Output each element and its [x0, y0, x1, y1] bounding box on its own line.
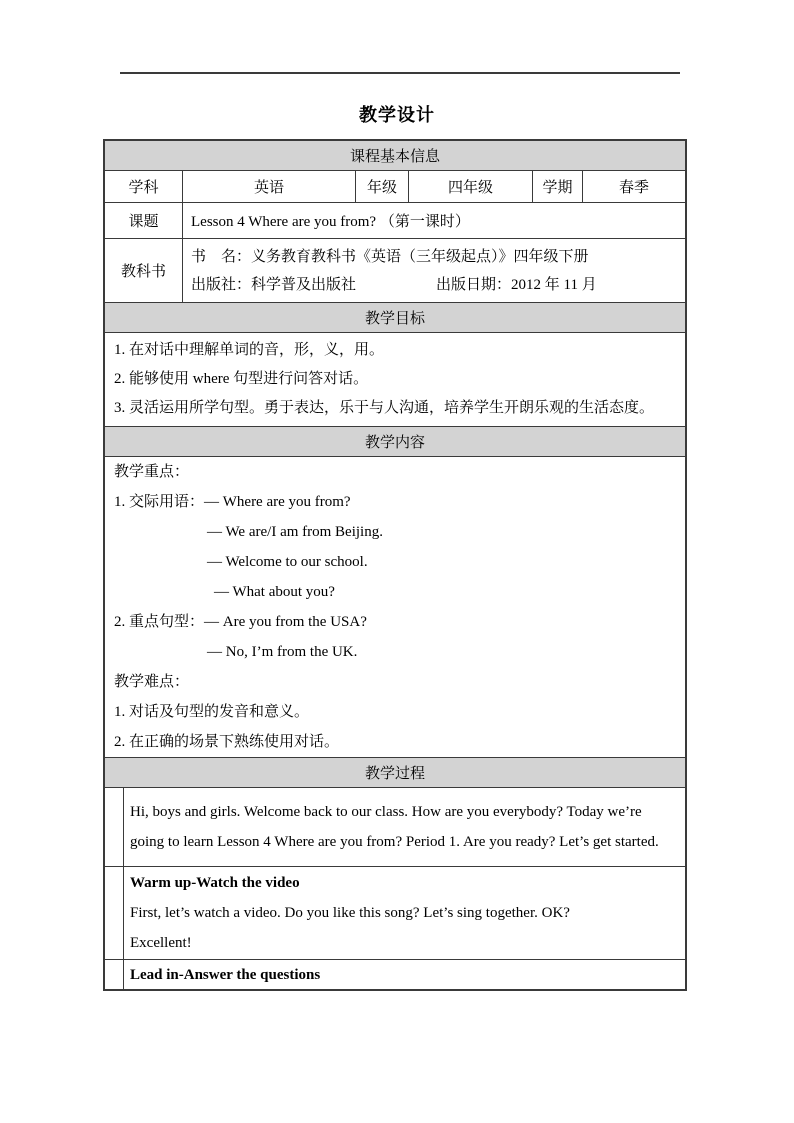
- basic-info-row: [105, 170, 685, 202]
- process-intro-row: [105, 787, 685, 866]
- process-warmup-row: [105, 866, 685, 959]
- process-step-gutter: [105, 867, 123, 959]
- difficulty-item: 2. 在正确的场景下熟练使用对话。: [114, 734, 340, 750]
- process-warmup-body: [123, 867, 685, 959]
- objective-item: 2. 能够使用 where 句型进行问答对话。: [114, 371, 369, 387]
- section-header-content: 教学内容: [105, 427, 685, 456]
- textbook-label: 教科书: [120, 264, 166, 280]
- grade-label: 年级: [355, 171, 408, 202]
- warmup-line: Excellent!: [130, 935, 192, 951]
- textbook-publisher-line: [191, 271, 677, 299]
- section-header-row-process: [105, 757, 685, 787]
- section-header-row-objectives: [105, 302, 685, 332]
- difficulties-title: 教学难点：: [114, 674, 190, 690]
- topic-label: 课题: [128, 214, 159, 230]
- key-point-2: 2. 重点句型：— Are you from the USA?: [114, 614, 367, 630]
- section-header-process: 教学过程: [105, 758, 685, 787]
- teaching-content-row: [105, 456, 685, 757]
- key-point-1-line: — Welcome to our school.: [207, 554, 368, 570]
- key-point-1: 1. 交际用语：— Where are you from?: [114, 494, 351, 510]
- page-title: 教学设计: [359, 105, 435, 125]
- key-points-title: 教学重点：: [114, 464, 190, 480]
- header-rule: [120, 72, 680, 74]
- objective-item: 3. 灵活运用所学句型。勇于表达，乐于与人沟通，培养学生开朗乐观的生活态度。: [114, 400, 655, 416]
- section-header-basic-info: 课程基本信息: [105, 141, 685, 170]
- warmup-title: Warm up-Watch the video: [130, 875, 300, 891]
- process-intro-body: [123, 788, 685, 866]
- textbook-name: 书 名：义务教育教科书《英语（三年级起点）》四年级下册: [191, 249, 589, 265]
- subject-value: 英语: [182, 171, 355, 202]
- key-point-1-line: — What about you?: [214, 584, 335, 600]
- grade-value: 四年级: [408, 171, 532, 202]
- process-leadin-row: [105, 959, 685, 989]
- topic-row: [105, 202, 685, 238]
- warmup-line: First, let’s watch a video. Do you like this song? Let’s sing together. OK?: [130, 905, 570, 921]
- process-step-gutter: [105, 788, 123, 866]
- publish-date: 出版日期：2012 年 11 月: [436, 277, 597, 293]
- key-point-2-line: — No, I’m from the UK.: [207, 644, 358, 660]
- subject-label: 学科: [128, 180, 159, 196]
- teaching-content-body: [105, 457, 685, 757]
- section-header-objectives: 教学目标: [105, 303, 685, 332]
- lesson-plan-table: [103, 139, 687, 991]
- term-value: 春季: [582, 171, 685, 202]
- objective-item: 1. 在对话中理解单词的音，形，义，用。: [114, 342, 385, 358]
- textbook-details: [182, 239, 685, 302]
- difficulty-item: 1. 对话及句型的发音和意义。: [114, 704, 310, 720]
- process-intro-text: Hi, boys and girls. Welcome back to our class. How are you everybody? Today we’re going to learn Lesson 4 Where are you from? Period 1. Are you ready? Let’s get started.: [130, 804, 659, 850]
- topic-value: Lesson 4 Where are you from? （第一课时）: [182, 203, 685, 238]
- section-header-row-basic-info: [105, 141, 685, 170]
- process-leadin-body: [123, 960, 685, 989]
- term-label: 学期: [532, 171, 582, 202]
- process-step-gutter: [105, 960, 123, 989]
- key-point-1-line: — We are/I am from Beijing.: [207, 524, 383, 540]
- leadin-title: Lead in-Answer the questions: [130, 967, 321, 983]
- textbook-row: [105, 238, 685, 302]
- objectives-row: [105, 332, 685, 426]
- publisher: 出版社：科学普及出版社: [191, 277, 357, 293]
- objectives-content: [105, 333, 685, 426]
- section-header-row-content: [105, 426, 685, 456]
